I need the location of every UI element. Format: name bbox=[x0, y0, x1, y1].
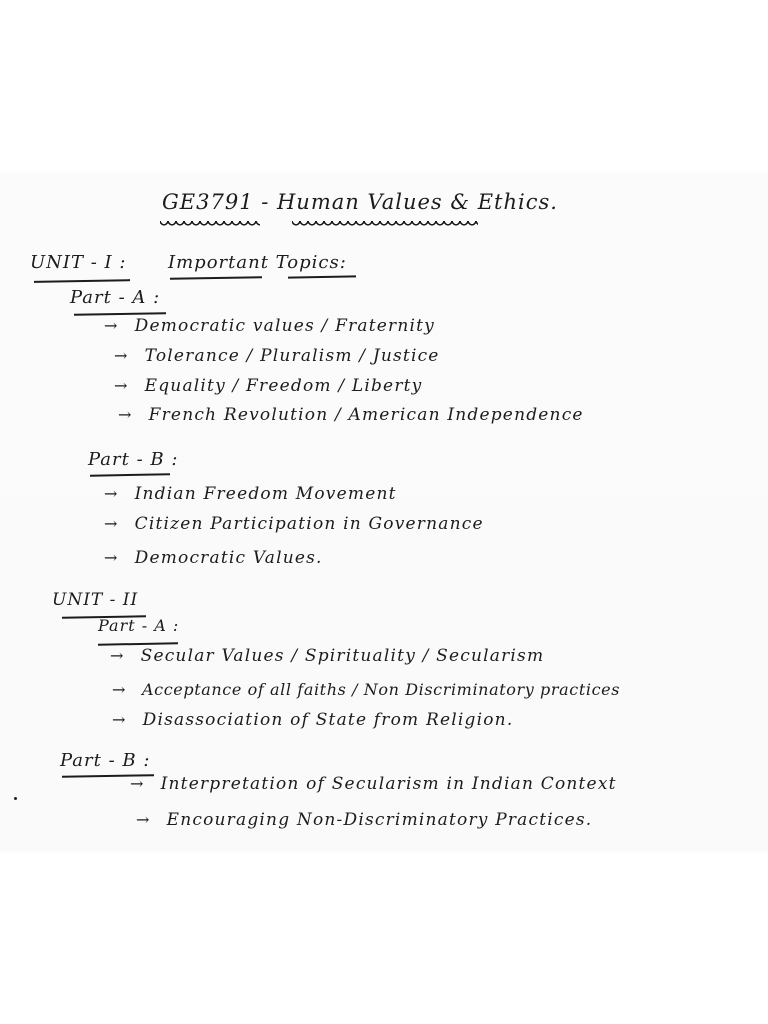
arrow-icon: → bbox=[110, 646, 125, 665]
list-item: → Disassociation of State from Religion. bbox=[112, 710, 514, 730]
list-item: → Democratic Values. bbox=[104, 548, 323, 568]
arrow-icon: → bbox=[114, 376, 129, 395]
list-item: → Tolerance / Pluralism / Justice bbox=[114, 346, 440, 366]
list-item: → Interpretation of Secularism in Indian Context bbox=[130, 774, 617, 794]
arrow-icon: → bbox=[130, 774, 145, 793]
unit2-heading: UNIT - II bbox=[52, 590, 139, 610]
unit1-part-a-heading: Part - A : bbox=[70, 287, 161, 308]
list-item: → French Revolution / American Independence bbox=[118, 405, 584, 425]
arrow-icon: → bbox=[118, 405, 133, 424]
list-item: → Equality / Freedom / Liberty bbox=[114, 376, 423, 396]
unit1-part-b-heading: Part - B : bbox=[88, 449, 179, 470]
arrow-icon: → bbox=[104, 484, 119, 503]
title-wavy-underline-2 bbox=[292, 221, 478, 227]
arrow-icon: → bbox=[104, 316, 119, 335]
arrow-icon: → bbox=[112, 710, 127, 729]
list-item: → Secular Values / Spirituality / Secularism bbox=[110, 646, 545, 666]
arrow-icon: → bbox=[104, 548, 119, 567]
list-item: → Acceptance of all faiths / Non Discriminatory practices bbox=[112, 680, 621, 699]
unit2-part-b-heading: Part - B : bbox=[60, 750, 151, 771]
subtitle-underline-2 bbox=[288, 275, 356, 278]
unit2-part-a-heading: Part - A : bbox=[98, 616, 180, 635]
unit1-part-b-underline bbox=[90, 473, 170, 476]
title-wavy-underline bbox=[160, 221, 260, 227]
unit1-subtitle: Important Topics: bbox=[168, 252, 347, 273]
list-item: → Indian Freedom Movement bbox=[104, 484, 397, 504]
list-item: → Citizen Participation in Governance bbox=[104, 514, 484, 534]
ink-speck bbox=[14, 797, 17, 800]
list-item: → Democratic values / Fraternity bbox=[104, 316, 435, 336]
arrow-icon: → bbox=[104, 514, 119, 533]
arrow-icon: → bbox=[136, 810, 151, 829]
arrow-icon: → bbox=[114, 346, 129, 365]
unit1-underline bbox=[34, 279, 130, 283]
arrow-icon: → bbox=[112, 680, 127, 699]
list-item: → Encouraging Non-Discriminatory Practices. bbox=[136, 810, 593, 830]
subtitle-underline-1 bbox=[170, 276, 262, 280]
unit1-heading: UNIT - I : bbox=[30, 252, 127, 273]
page-title: GE3791 - Human Values & Ethics. bbox=[162, 190, 558, 214]
